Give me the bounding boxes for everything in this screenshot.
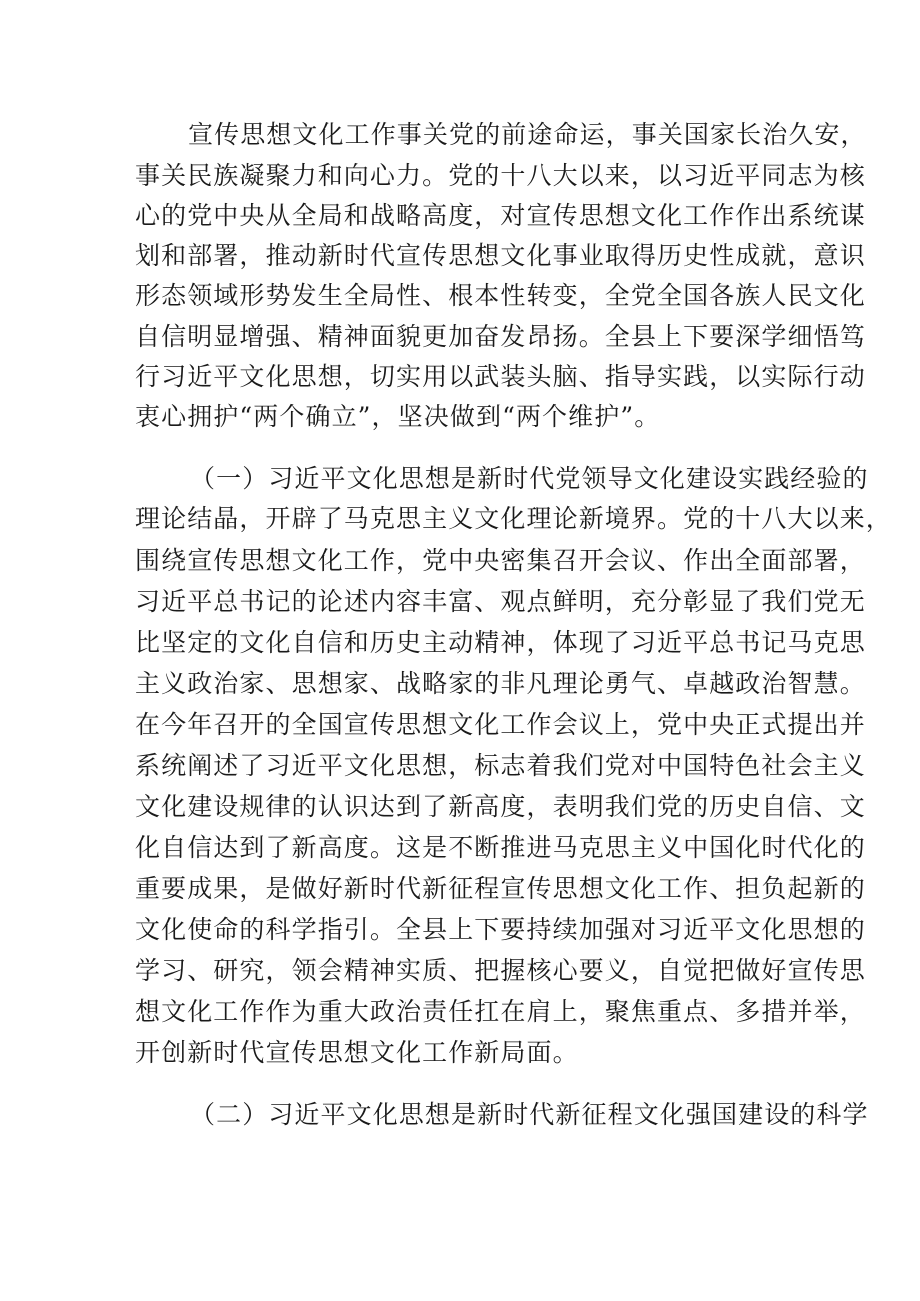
paragraph-2-line-3: 围绕宣传思想文化工作，党中央密集召开会议、作出全面部署， — [135, 546, 866, 575]
paragraph-1-line-2: 事关民族凝聚力和向心力。党的十八大以来，以习近平同志为核 — [135, 161, 866, 190]
paragraph-2-line-12: 文化使命的科学指引。全县上下要持续加强对习近平文化思想的 — [135, 915, 866, 944]
paragraph-2-line-7: 在今年召开的全国宣传思想文化工作会议上，党中央正式提出并 — [135, 710, 866, 739]
paragraph-2-line-2: 理论结晶，开辟了马克思主义文化理论新境界。党的十八大以来， — [135, 504, 892, 533]
paragraph-2-line-9: 文化建设规律的认识达到了新高度，表明我们党的历史自信、文 — [135, 792, 866, 821]
paragraph-2-line-5: 比坚定的文化自信和历史主动精神，体现了习近平总书记马克思 — [135, 628, 866, 657]
paragraph-1-line-7: 行习近平文化思想，切实用以武装头脑、指导实践，以实际行动 — [135, 362, 866, 391]
paragraph-2-line-14: 想文化工作作为重大政治责任扛在肩上，聚焦重点、多措并举， — [135, 997, 866, 1026]
paragraph-1-line-5: 形态领域形势发生全局性、根本性转变，全党全国各族人民文化 — [135, 281, 866, 310]
paragraph-2-line-13: 学习、研究，领会精神实质、把握核心要义，自觉把做好宣传思 — [135, 956, 866, 985]
paragraph-2-line-8: 系统阐述了习近平文化思想，标志着我们党对中国特色社会主义 — [135, 751, 866, 780]
paragraph-1-line-6: 自信明显增强、精神面貌更加奋发昂扬。全县上下要深学细悟笃 — [135, 322, 866, 351]
paragraph-1-line-4: 划和部署，推动新时代宣传思想文化事业取得历史性成就，意识 — [135, 241, 866, 270]
paragraph-1-line-8: 衷心拥护“两个确立”，坚决做到“两个维护”。 — [135, 402, 661, 431]
paragraph-2-line-4: 习近平总书记的论述内容丰富、观点鲜明，充分彰显了我们党无 — [135, 587, 866, 616]
paragraph-2-line-6: 主义政治家、思想家、战略家的非凡理论勇气、卓越政治智慧。 — [135, 669, 866, 698]
paragraph-2-line-11: 重要成果，是做好新时代新征程宣传思想文化工作、担负起新的 — [135, 874, 866, 903]
paragraph-1-line-1: 宣传思想文化工作事关党的前途命运，事关国家长治久安， — [188, 120, 867, 149]
paragraph-3-line-1: （二）习近平文化思想是新时代新征程文化强国建设的科学 — [190, 1100, 869, 1129]
paragraph-1-line-3: 心的党中央从全局和战略高度，对宣传思想文化工作作出系统谋 — [135, 201, 866, 230]
paragraph-2-line-15: 开创新时代宣传思想文化工作新局面。 — [135, 1038, 579, 1067]
paragraph-2-line-1: （一）习近平文化思想是新时代党领导文化建设实践经验的 — [190, 464, 869, 493]
paragraph-2-line-10: 化自信达到了新高度。这是不断推进马克思主义中国化时代化的 — [135, 833, 866, 862]
